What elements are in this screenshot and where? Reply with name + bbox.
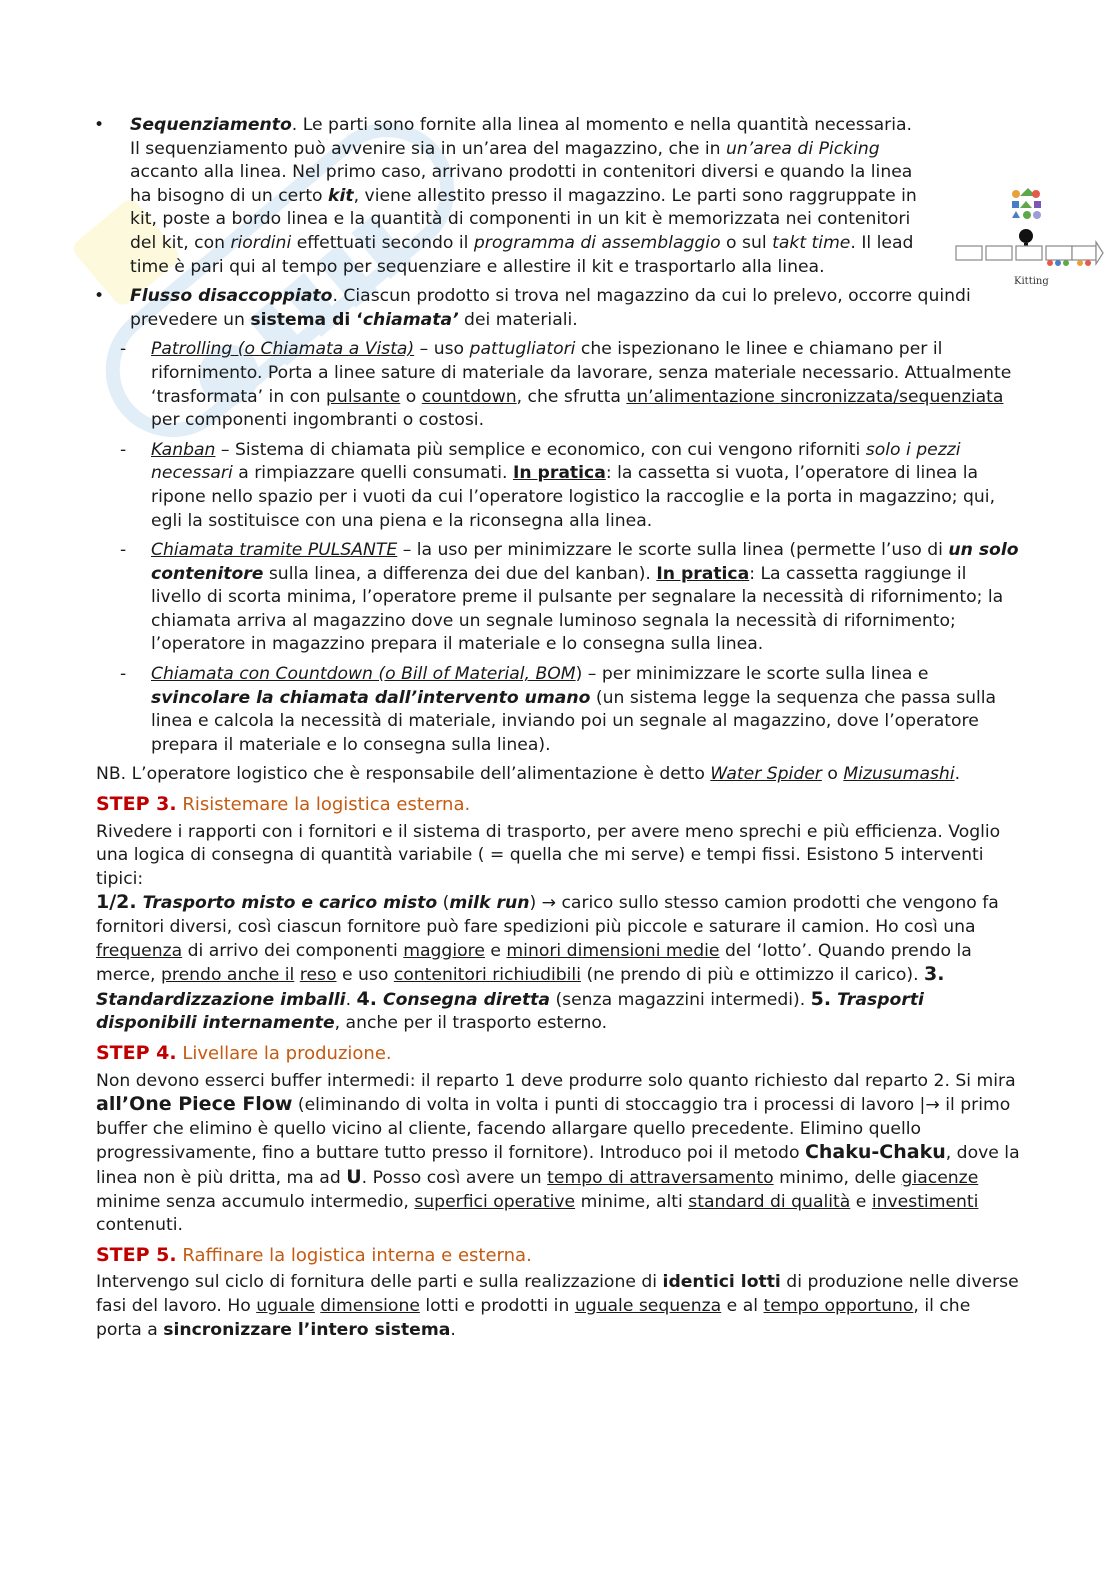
item-chiamata-countdown: - Chiamata con Countdown (o Bill of Material, BOM) – per minimizzare le scorte sulla linea e svincolare la chiamata dall’intervento umano (un sistema legge la sequenza che passa sulla linea e calcola la necessità di materiale, inviando poi un segnale al magazzino, dove l’operatore prepara il materiale e lo consegna sulla linea). <box>120 664 997 755</box>
step4-heading: STEP 4. Livellare la produzione. <box>96 1041 392 1064</box>
step3-heading: STEP 3. Risistemare la logistica esterna. <box>96 793 471 816</box>
bullet-icon: • <box>94 286 105 307</box>
step3-intro: Rivedere i rapporti con i fornitori e il sistema di trasporto, per avere meno sprechi e più efficienza. Voglio una logica di consegna di quantità variabile ( = quella che mi serve) e tempi fissi. Esistono 5 interventi tipici: <box>96 821 1001 889</box>
item-patrolling: - Patrolling (o Chiamata a Vista) – uso pattugliatori che ispezionano le linee e chiamano per il rifornimento. Porta a linee sature di materiale da lavorare, senza materiale necessario. Attualmente ‘trasformata’ in con pulsante o countdown, che sfrutta un’alimentazione sincronizzata/sequenziata per componenti ingombranti o costosi. <box>120 339 1012 431</box>
step5-body: Intervengo sul ciclo di fornitura delle parti e sulla realizzazione di identici lotti di produzione nelle diverse fasi del lavoro. Ho uguale dimensione lotti e prodotti in uguale sequenza e al tempo opportuno, il che porta a sincronizzare l’intero sistema. <box>96 1272 1019 1340</box>
document-body <box>96 114 1021 1348</box>
operator-icon <box>1019 229 1033 248</box>
step3-interventi: 1/2. Trasporto misto e carico misto (milk run) → carico sullo stesso camion prodotti che vengono fa fornitori diversi, così ciascun fornitore può fare spedizioni più piccole e saturare il camion. Ho così una frequenza di arrivo dei componenti maggiore e minori dimensioni medie del ‘lotto’. Quando prendo la merce, prendo anche il reso e uso contenitori richiudibili (ne prendo di più e ottimizzo il carico). 3. Standardizzazione imballi. 4. Consegna diretta (senza magazzini intermedi). 5. Trasporti disponibili internamente, anche per il trasporto esterno. <box>96 891 999 1034</box>
bullet-sequenziamento: • Sequenziamento. Le parti sono fornite alla linea al momento e nella quantità necessaria. Il sequenziamento può avvenire sia in un’area del magazzino, che in un’area di Picking accanto alla linea. Nel primo caso, arrivano prodotti in contenitori diversi e quando la linea ha bisogno di un certo kit, viene allestito presso il magazzino. Le parti sono raggruppate in kit, poste a bordo linea e la quantità di componenti in un kit è memorizzata nei contenitori del kit, con riordini effettuati secondo il programma di assemblaggio o sul takt time. Il lead time è pari qui al tempo per sequenziare e allestire il kit e trasportarlo alla linea. <box>94 115 917 277</box>
kitting-label: Kitting <box>1014 276 1049 287</box>
arrow-icon: → <box>536 893 562 914</box>
bullet-flusso-disaccoppiato: • Flusso disaccoppiato. Ciascun prodotto si trova nel magazzino da cui lo prelevo, occorre quindi prevedere un sistema di ‘chiamata’ dei materiali. <box>94 286 971 330</box>
bullet-icon: • <box>94 115 105 135</box>
item-kanban: - Kanban – Sistema di chiamata più semplice e economico, con cui vengono riforniti solo i pezzi necessari a rimpiazzare quelli consumati. In pratica: la cassetta si vuota, l’operatore di linea la ripone nello spazio per i vuoti da cui l’operatore logistico la raccoglie e la porta in magazzino; qui, egli la sostituisce con una piena e la riconsegna alla linea. <box>120 439 996 531</box>
step4-body: Non devono esserci buffer intermedi: il reparto 1 deve produrre solo quanto richiesto dal reparto 2. Si mira all’One Piece Flow (eliminando di volta in volta i punti di stoccaggio tra i processi di lavoro |→ il primo buffer che elimino è quello vicino al cliente, facendo allargare quello precedente. Elimino quello progressivamente, fino a buttare tutto presso il fornitore). Introduco poi il metodo Chaku-Chaku, dove la linea non è più dritta, ma ad U. Posso così avere un tempo di attraversamento minimo, delle giacenze minime senza accumulo intermedio, superfici operative minime, alti standard di qualità e investimenti contenuti. <box>96 1070 1020 1236</box>
step5-heading: STEP 5. Raffinare la logistica interna e esterna. <box>96 1243 532 1266</box>
item-chiamata-pulsante: - Chiamata tramite PULSANTE – la uso per minimizzare le scorte sulla linea (permette l’uso di un solo contenitore sulla linea, a differenza dei due del kanban). In pratica: La cassetta raggiunge il livello di scorta minima, l’operatore preme il pulsante per segnalare la necessità di rifornimento; la chiamata arriva al magazzino dove un segnale luminoso segnala la necessità di rifornimento; l’operatore in magazzino prepara il materiale e lo consegna sulla linea. <box>120 540 1019 655</box>
nb-note: NB. L’operatore logistico che è responsabile dell’alimentazione è detto Water Spider o Mizusumashi. <box>96 764 961 785</box>
